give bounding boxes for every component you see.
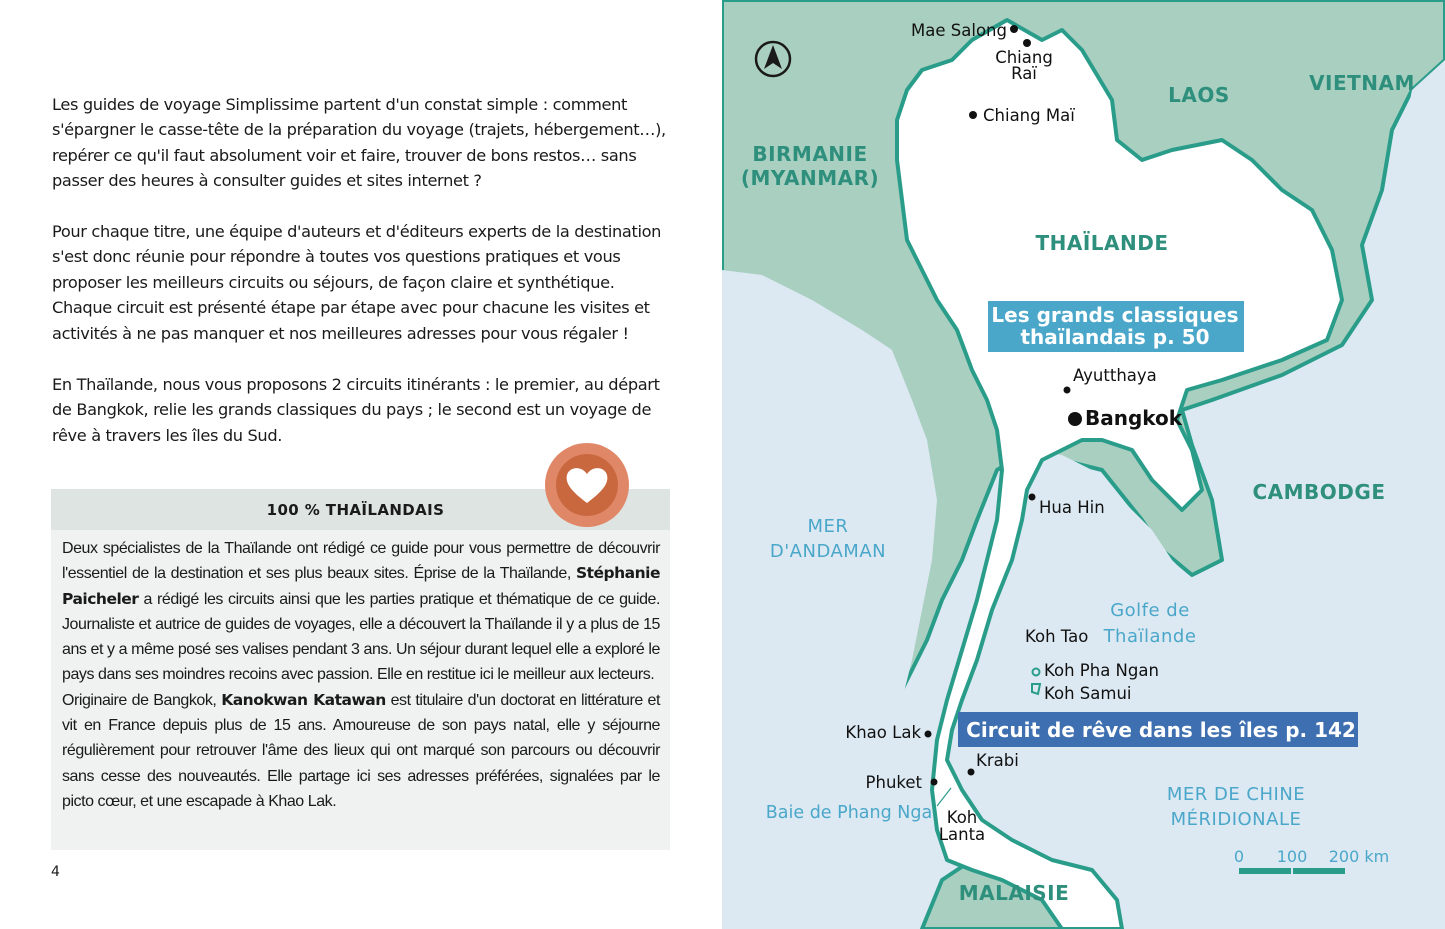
authors-text-d: est titulaire d'un doctorat en littérature et vit en France depuis plus de 15 ans. Amoureuse de son pays natal, elle y séjourne régulièrement pour retrouver l'âme des lieux qui ont marqué son parcours ou découvrir sans cesse des nouveautés. Elle partage ici ses adresses préférées, signalées par le picto cœur, et une escapade à Khao Lak. [62,691,660,810]
label-chiang-mai: Chiang Maï [983,106,1075,125]
scale-100: 100 [1276,847,1308,866]
dot-khao-lak [925,731,932,738]
label-hua-hin: Hua Hin [1039,498,1105,517]
label-birmanie: BIRMANIE [752,142,868,166]
author-name-1: Stéphanie Paicheler [62,564,660,608]
callout-grands-classiques-line2: thaïlandais p. 50 [1020,325,1210,349]
label-china-sea-2: MÉRIDIONALE [1170,809,1302,830]
label-china-sea-1: MER DE CHINE [1166,784,1306,805]
dot-bangkok [1068,412,1082,426]
authors-box-text [51,530,670,814]
page-number: 4 [51,864,60,880]
dot-hua-hin [1029,494,1036,501]
label-gulf-1: Golfe de [1110,600,1190,621]
authors-box-title: 100 % THAÏLANDAIS [51,489,670,530]
label-phuket: Phuket [865,773,922,792]
label-myanmar: (MYANMAR) [740,166,880,190]
circuits-paragraph: En Thaïlande, nous vous proposons 2 circuits itinérants : le premier, au départ de Bangkok, relie les grands classiques du pays ; le second est un voyage de rêve à travers les îles du Sud. [52,375,660,445]
label-sea-andaman-1: MER [807,516,849,537]
label-baie-phang-nga: Baie de Phang Nga [765,803,933,823]
label-koh-lanta-2: Lanta [938,825,986,844]
label-laos: LAOS [1168,83,1230,107]
dot-chiang-mai [969,111,977,119]
label-chiang-rai-2: Raï [1011,64,1037,83]
label-koh-pha-ngan: Koh Pha Ngan [1044,661,1159,680]
label-sea-andaman-2: D'ANDAMAN [769,541,887,562]
label-koh-tao: Koh Tao [1025,627,1089,646]
left-page [0,0,722,929]
dot-chiang-rai [1023,39,1031,47]
author-name-2: Kanokwan Katawan [221,690,386,709]
scale-bar-1 [1239,868,1291,874]
intro-paragraph: Les guides de voyage Simplissime partent d'un constat simple : comment s'épargner le casse-tête de la préparation du voyage (trajets, hébergement…), repérer ce qu'il faut absolument voir et faire, trouver de bons restos… sans passer des heures à consulter guides et sites internet ? [52,95,666,191]
label-bangkok: Bangkok [1085,406,1183,430]
scale-200: 200 km [1328,847,1390,866]
thailand-map [722,0,1445,929]
label-vietnam: VIETNAM [1309,71,1415,95]
label-chiang-rai-1: Chiang [995,48,1053,67]
scale-bar-2 [1293,868,1345,874]
label-cambodge: CAMBODGE [1252,480,1386,504]
label-krabi: Krabi [976,751,1019,770]
scale-0: 0 [1233,847,1245,866]
dot-krabi [968,769,975,776]
dot-ayutthaya [1064,387,1071,394]
heart-icon [545,443,629,527]
label-koh-lanta-1: Koh [946,808,978,827]
dot-mae-salong [1010,25,1018,33]
callout-grands-classiques [988,301,1244,352]
authors-text-a: Deux spécialistes de la Thaïlande ont rédigé ce guide pour vous permettre de découvrir l'essentiel de la destination et ses plus beaux sites. Éprise de la Thaïlande, [62,540,660,583]
authors-text-c: Originaire de Bangkok, [62,691,222,709]
dot-phuket [931,779,938,786]
label-koh-samui: Koh Samui [1044,684,1132,703]
callout-grands-classiques-line1: Les grands classiques [991,303,1239,327]
label-gulf-2: Thaïlande [1103,626,1197,647]
label-ayutthaya: Ayutthaya [1073,366,1157,385]
authors-text-b: a rédigé les circuits ainsi que les parties pratique et thématique de ce guide. Journaliste et autrice de guides de voyages, elle a découvert la Thaïlande il y a plus de 15 ans et y a même posé ses valises pendant 3 ans. Un séjour durant lequel elle a exploré le pays dans ses moindres recoins avec passion. Elle en restitue ici le meilleur aux lecteurs. [62,590,660,684]
callout-circuit-iles [958,712,1358,747]
team-paragraph: Pour chaque titre, une équipe d'auteurs et d'éditeurs experts de la destination s'est donc réunie pour répondre à toutes vos questions pratiques et vous proposer les meilleurs circuits ou séjours, de façon claire et synthétique. Chaque circuit est présenté étape par étape avec pour chacune les visites et activités à ne pas manquer et nos meilleures adresses pour vous régaler ! [52,222,662,343]
label-khao-lak: Khao Lak [845,723,921,742]
callout-circuit-iles-label: Circuit de rêve dans les îles p. 142 [966,718,1356,742]
authors-box [51,489,670,850]
label-thailande: THAÏLANDE [1035,231,1169,255]
label-malaisie: MALAISIE [958,881,1070,905]
label-mae-salong: Mae Salong [911,21,1007,40]
